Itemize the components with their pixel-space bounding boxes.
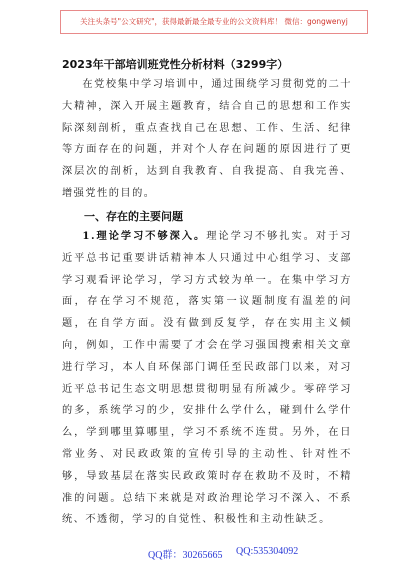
intro-paragraph: 在党校集中学习培训中，通过围绕学习贯彻党的二十大精神，深入开展主题教育，结合自己的思想和工作实际深刻剖析，重点查找自己在思想、工作、生活、纪律等方面存在的问题，并对个人存在问题的原因进行了更深层次的剖析，达到自我教育、自我提高、自我完善、增强党性的目的。	[62, 79, 352, 199]
point-1-paragraph	[62, 226, 352, 531]
promo-banner: 关注头条号"公文研究"，获得最新最全最专业的公文资料库！ 微信：gongwenyj	[60, 10, 368, 34]
footer-qq-contact: QQ:535304092	[236, 546, 299, 557]
point-1-lead: 1.理论学习不够深入。	[82, 230, 207, 242]
section-heading: 一、存在的主要问题	[84, 210, 183, 223]
point-1-body: 理论学习不够扎实。对于习近平总书记重要讲话精神本人只通过中心组学习、支部学习观看评论学习，学习方式较为单一。在集中学习方面，存在学习不规范，落实第一议题制度有温差的问题，在自学方面。没有做到反复学，存在实用主义倾向，例如，工作中需要了才会在学习强国搜索相关文章进行学习，本人自环保部门调任至民政部门以来，对习近平总书记生态文明思想贯彻明显有所减少。零碎学习的多，系统学习的少，安排什么学什么，碰到什么学什么，学到哪里算哪里，学习不系统不连贯。另外，在日常业务、对民政政策的宣传引导的主动性、针对性不够，导致基层在落实民政政策时存在救助不及时，不精准的问题。总结下来就是对政治理论学习不深入、不系统、不透彻，学习的自觉性、积极性和主动性缺乏。	[62, 231, 352, 526]
footer-qq-group: QQ群：30265665	[148, 550, 223, 561]
document-title: 2023年干部培训班党性分析材料（3299字）	[62, 58, 289, 71]
